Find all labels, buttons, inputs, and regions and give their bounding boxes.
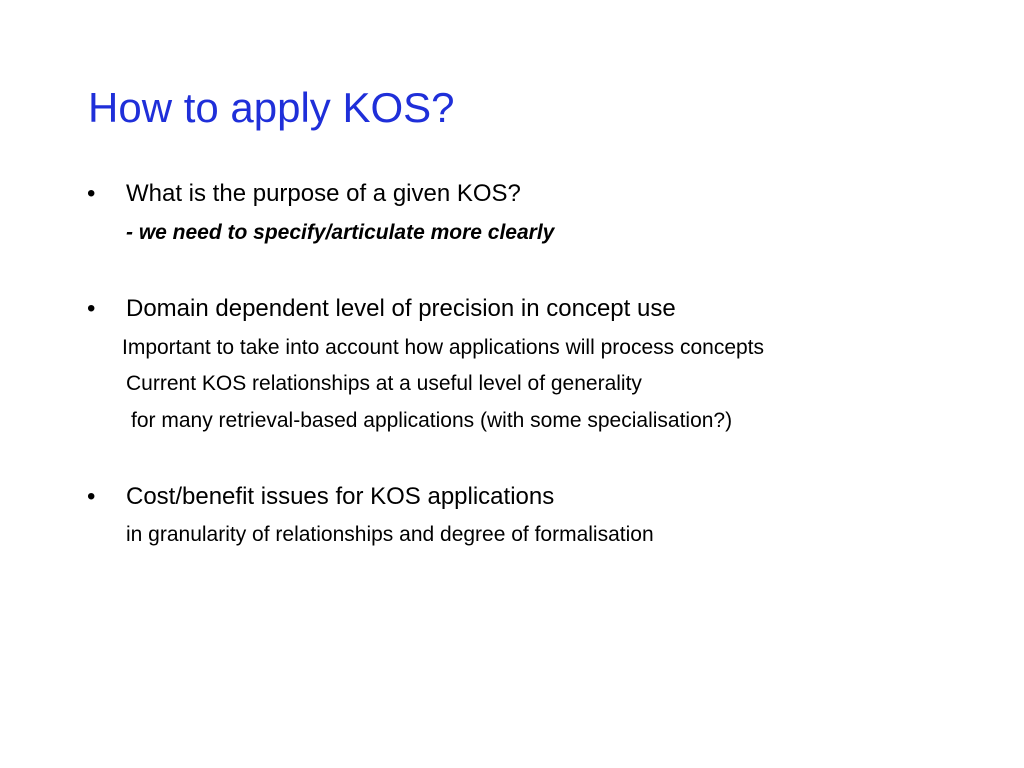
bullet-sub-specify: - we need to specify/articulate more clearly (126, 221, 555, 244)
bullet-sub-important: Important to take into account how applications will process concepts (122, 336, 765, 359)
bullet-item-cost-benefit: Cost/benefit issues for KOS applications (126, 483, 555, 510)
bullet-item-purpose: What is the purpose of a given KOS? (126, 180, 521, 207)
bullet-marker: • (87, 295, 96, 322)
bullet-marker: • (87, 180, 96, 207)
bullet-sub-granularity: in granularity of relationships and degree of formalisation (126, 523, 654, 546)
bullet-sub-current: Current KOS relationships at a useful level of generality (126, 372, 642, 395)
bullet-marker: • (87, 483, 96, 510)
slide-title: How to apply KOS? (88, 84, 455, 131)
bullet-sub-retrieval: for many retrieval-based applications (with some specialisation?) (131, 409, 733, 432)
bullet-item-precision: Domain dependent level of precision in concept use (126, 295, 676, 322)
